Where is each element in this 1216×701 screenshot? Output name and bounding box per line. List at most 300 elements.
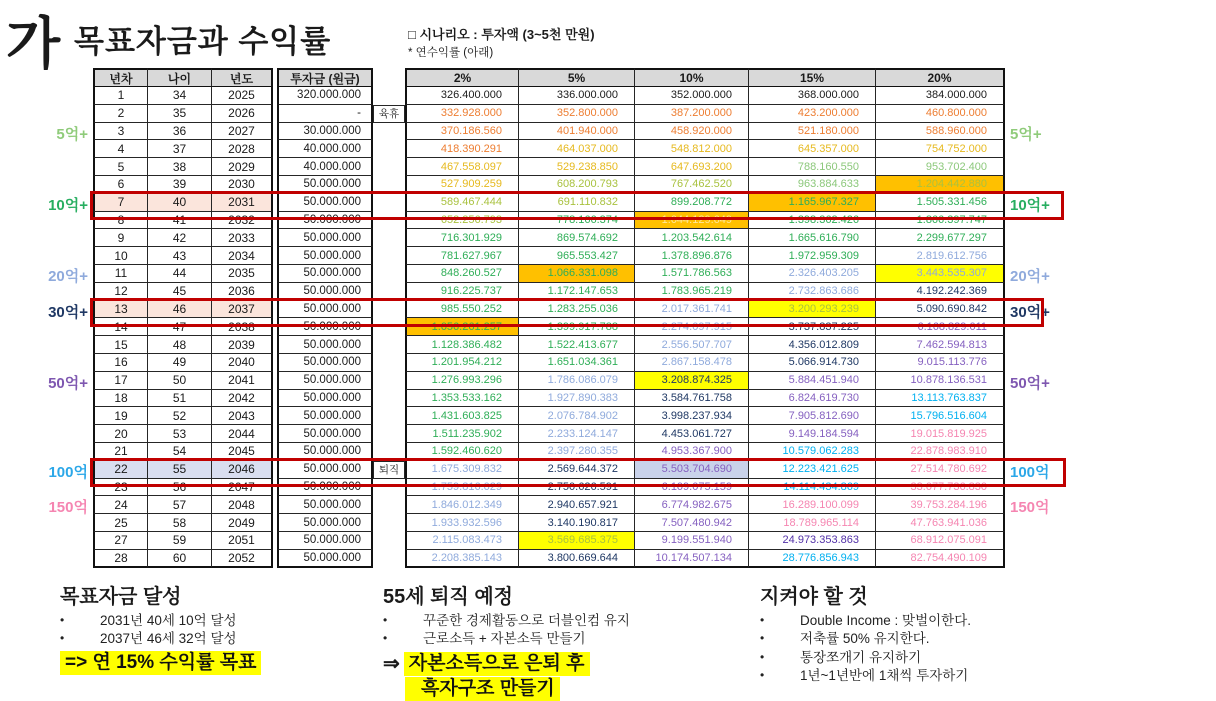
cell-note: 육휴 bbox=[373, 105, 405, 123]
bullet-icon: • bbox=[760, 631, 765, 645]
cell-rate-value: 1.972.959.309 bbox=[749, 247, 876, 265]
cell-rate-value: 899.208.772 bbox=[635, 194, 749, 212]
bullet-icon: • bbox=[760, 668, 765, 682]
cell-rate-value: 418.390.291 bbox=[405, 140, 519, 158]
spacer bbox=[373, 425, 405, 443]
cell-rate-value: 1.846.012.349 bbox=[405, 496, 519, 514]
cell-rate-value: 848.260.527 bbox=[405, 265, 519, 283]
cell-rate-value: 6.109.075.159 bbox=[635, 479, 749, 497]
cell-rate-value: 1.203.542.614 bbox=[635, 229, 749, 247]
cell-rate-value: 1.783.965.219 bbox=[635, 283, 749, 301]
bullet-text: 2031년 40세 10억 달성 bbox=[100, 612, 237, 628]
cell-rate-value: 767.462.520 bbox=[635, 176, 749, 194]
spacer bbox=[373, 407, 405, 425]
table-row bbox=[93, 247, 1005, 265]
spacer bbox=[373, 443, 405, 461]
cell-rate-value: 1.927.890.383 bbox=[519, 390, 635, 408]
retirement-highlight-2: 흑자구조 만들기 bbox=[405, 677, 560, 701]
cell-age: 40 bbox=[148, 194, 212, 212]
cell-rate-value: 916.225.737 bbox=[405, 283, 519, 301]
cell-rate-value: 12.223.421.625 bbox=[749, 461, 876, 479]
cell-rate-value: 1.431.603.825 bbox=[405, 407, 519, 425]
cell-rate-value: 5.090.690.842 bbox=[876, 301, 1005, 319]
cell-rate-value: 13.113.763.837 bbox=[876, 390, 1005, 408]
cell-year: 2025 bbox=[212, 87, 273, 105]
section-rules-heading: 지켜야 할 것 bbox=[760, 586, 868, 608]
cell-year: 2048 bbox=[212, 496, 273, 514]
cell-rate-value: 352.000.000 bbox=[635, 87, 749, 105]
spacer bbox=[373, 532, 405, 550]
cell-yearnum: 16 bbox=[93, 354, 148, 372]
spacer bbox=[373, 372, 405, 390]
cell-rate-value: 3.998.237.934 bbox=[635, 407, 749, 425]
spacer bbox=[373, 140, 405, 158]
header-rate-15%: 15% bbox=[749, 68, 876, 87]
cell-rate-value: 647.693.200 bbox=[635, 158, 749, 176]
cell-rate-value: 589.467.444 bbox=[405, 194, 519, 212]
cell-age: 47 bbox=[148, 318, 212, 336]
side-label-left-10억+: 10억+ bbox=[48, 196, 88, 214]
header-rate-2%: 2% bbox=[405, 68, 519, 87]
retirement-highlight-1: 자본소득으로 은퇴 후 bbox=[404, 652, 590, 676]
spacer bbox=[373, 550, 405, 568]
cell-rate-value: 458.920.000 bbox=[635, 123, 749, 141]
cell-rate-value: 3.584.761.758 bbox=[635, 390, 749, 408]
cell-invest: 50.000.000 bbox=[277, 532, 373, 550]
cell-yearnum: 5 bbox=[93, 158, 148, 176]
cell-yearnum: 28 bbox=[93, 550, 148, 568]
header-n: 년차 bbox=[93, 68, 148, 87]
table-row bbox=[93, 514, 1005, 532]
cell-age: 44 bbox=[148, 265, 212, 283]
cell-year: 2038 bbox=[212, 318, 273, 336]
cell-age: 36 bbox=[148, 123, 212, 141]
cell-rate-value: 39.753.284.196 bbox=[876, 496, 1005, 514]
cell-rate-value: 2.274.097.915 bbox=[635, 318, 749, 336]
list-item bbox=[60, 631, 360, 646]
cell-age: 50 bbox=[148, 372, 212, 390]
cell-rate-value: 2.556.507.707 bbox=[635, 336, 749, 354]
cell-year: 2041 bbox=[212, 372, 273, 390]
retirement-highlight-row-1 bbox=[383, 651, 713, 676]
spacer bbox=[373, 479, 405, 497]
list-item bbox=[760, 668, 1090, 683]
bullet-icon: • bbox=[383, 631, 388, 645]
cell-invest: 50.000.000 bbox=[277, 247, 373, 265]
cell-yearnum: 6 bbox=[93, 176, 148, 194]
bullet-text: 꾸준한 경제활동으로 더블인컴 유지 bbox=[423, 612, 630, 628]
cell-age: 49 bbox=[148, 354, 212, 372]
side-label-right-50억+: 50억+ bbox=[1010, 374, 1050, 392]
bullet-text: 저축률 50% 유지한다. bbox=[800, 631, 930, 646]
cell-rate-value: 778.166.374 bbox=[519, 212, 635, 230]
cell-age: 55 bbox=[148, 461, 212, 479]
cell-rate-value: 401.940.000 bbox=[519, 123, 635, 141]
cell-rate-value: 1.675.309.832 bbox=[405, 461, 519, 479]
cell-yearnum: 7 bbox=[93, 194, 148, 212]
cell-rate-value: 22.878.983.910 bbox=[876, 443, 1005, 461]
cell-yearnum: 23 bbox=[93, 479, 148, 497]
cell-yearnum: 9 bbox=[93, 229, 148, 247]
cell-rate-value: 27.514.780.692 bbox=[876, 461, 1005, 479]
side-label-left-30억+: 30억+ bbox=[48, 303, 88, 321]
table-row bbox=[93, 176, 1005, 194]
cell-rate-value: 5.066.914.730 bbox=[749, 354, 876, 372]
spacer bbox=[373, 212, 405, 230]
bullet-text: 근로소득 + 자본소득 만들기 bbox=[423, 631, 586, 646]
cell-year: 2033 bbox=[212, 229, 273, 247]
list-item bbox=[383, 631, 713, 646]
cell-yearnum: 11 bbox=[93, 265, 148, 283]
cell-rate-value: 4.356.012.809 bbox=[749, 336, 876, 354]
cell-rate-value: 464.037.000 bbox=[519, 140, 635, 158]
cell-year: 2035 bbox=[212, 265, 273, 283]
section-retirement-heading: 55세 퇴직 예정 bbox=[383, 586, 513, 608]
cell-year: 2046 bbox=[212, 461, 273, 479]
cell-rate-value: 1.353.533.162 bbox=[405, 390, 519, 408]
cell-year: 2032 bbox=[212, 212, 273, 230]
cell-rate-value: 423.200.000 bbox=[749, 105, 876, 123]
table-row bbox=[93, 318, 1005, 336]
cell-rate-value: 1.172.147.653 bbox=[519, 283, 635, 301]
bullet-text: 1년~1년반에 1채씩 투자하기 bbox=[800, 668, 969, 683]
spacer bbox=[373, 318, 405, 336]
cell-age: 39 bbox=[148, 176, 212, 194]
cell-year: 2031 bbox=[212, 194, 273, 212]
bullet-icon: • bbox=[60, 631, 65, 645]
cell-rate-value: 1.044.129.649 bbox=[635, 212, 749, 230]
cell-year: 2040 bbox=[212, 354, 273, 372]
page-tag: 가 bbox=[6, 12, 59, 75]
cell-invest: 50.000.000 bbox=[277, 390, 373, 408]
spacer bbox=[373, 176, 405, 194]
cell-rate-value: 3.800.669.644 bbox=[519, 550, 635, 568]
cell-rate-value: 2.115.083.473 bbox=[405, 532, 519, 550]
cell-rate-value: 985.550.252 bbox=[405, 301, 519, 319]
cell-rate-value: 529.238.850 bbox=[519, 158, 635, 176]
cell-rate-value: 467.558.097 bbox=[405, 158, 519, 176]
cell-year: 2036 bbox=[212, 283, 273, 301]
cell-rate-value: 2.940.657.921 bbox=[519, 496, 635, 514]
cell-invest: - bbox=[277, 105, 373, 123]
table-row bbox=[93, 265, 1005, 283]
cell-invest: 50.000.000 bbox=[277, 212, 373, 230]
cell-rate-value: 3.443.535.307 bbox=[876, 265, 1005, 283]
cell-rate-value: 1.933.932.596 bbox=[405, 514, 519, 532]
cell-yearnum: 17 bbox=[93, 372, 148, 390]
spacer bbox=[373, 390, 405, 408]
cell-rate-value: 28.776.856.943 bbox=[749, 550, 876, 568]
goal-highlight-row bbox=[60, 651, 360, 675]
cell-invest: 50.000.000 bbox=[277, 372, 373, 390]
cell-rate-value: 1.128.386.482 bbox=[405, 336, 519, 354]
cell-rate-value: 527.909.259 bbox=[405, 176, 519, 194]
cell-rate-value: 7.462.594.813 bbox=[876, 336, 1005, 354]
cell-rate-value: 1.505.331.456 bbox=[876, 194, 1005, 212]
cell-year: 2045 bbox=[212, 443, 273, 461]
cell-year: 2034 bbox=[212, 247, 273, 265]
cell-invest: 50.000.000 bbox=[277, 443, 373, 461]
cell-rate-value: 4.453.061.727 bbox=[635, 425, 749, 443]
cell-rate-value: 6.168.829.011 bbox=[876, 318, 1005, 336]
section-rules bbox=[760, 580, 1090, 683]
side-label-left-100억: 100억 bbox=[48, 463, 88, 481]
cell-rate-value: 4.953.367.900 bbox=[635, 443, 749, 461]
cell-yearnum: 10 bbox=[93, 247, 148, 265]
cell-age: 35 bbox=[148, 105, 212, 123]
bullet-text: 통장쪼개기 유지하기 bbox=[800, 649, 922, 665]
spacer bbox=[373, 68, 405, 87]
spacer bbox=[373, 514, 405, 532]
cell-rate-value: 521.180.000 bbox=[749, 123, 876, 141]
cell-rate-value: 1.398.362.426 bbox=[749, 212, 876, 230]
cell-yearnum: 20 bbox=[93, 425, 148, 443]
cell-rate-value: 781.627.967 bbox=[405, 247, 519, 265]
cell-note: 퇴직 bbox=[373, 461, 405, 479]
cell-yearnum: 18 bbox=[93, 390, 148, 408]
header-rate-5%: 5% bbox=[519, 68, 635, 87]
cell-invest: 50.000.000 bbox=[277, 301, 373, 319]
list-item bbox=[760, 650, 1090, 665]
side-label-right-30억+: 30억+ bbox=[1010, 303, 1050, 321]
cell-rate-value: 1.201.954.212 bbox=[405, 354, 519, 372]
cell-rate-value: 965.553.427 bbox=[519, 247, 635, 265]
spacer bbox=[373, 265, 405, 283]
cell-rate-value: 6.774.982.675 bbox=[635, 496, 749, 514]
cell-age: 45 bbox=[148, 283, 212, 301]
cell-age: 54 bbox=[148, 443, 212, 461]
table-row bbox=[93, 461, 1005, 479]
table-row bbox=[93, 532, 1005, 550]
cell-invest: 50.000.000 bbox=[277, 425, 373, 443]
cell-rate-value: 2.750.626.591 bbox=[519, 479, 635, 497]
cell-invest: 50.000.000 bbox=[277, 479, 373, 497]
table-row bbox=[93, 336, 1005, 354]
cell-rate-value: 2.326.403.205 bbox=[749, 265, 876, 283]
spacer bbox=[373, 229, 405, 247]
cell-rate-value: 1.665.616.790 bbox=[749, 229, 876, 247]
spacer bbox=[373, 496, 405, 514]
section-goal-heading: 목표자금 달성 bbox=[60, 586, 182, 608]
cell-invest: 50.000.000 bbox=[277, 229, 373, 247]
table-row bbox=[93, 443, 1005, 461]
cell-rate-value: 2.819.612.756 bbox=[876, 247, 1005, 265]
cell-rate-value: 1.592.460.620 bbox=[405, 443, 519, 461]
cell-age: 58 bbox=[148, 514, 212, 532]
cell-rate-value: 368.000.000 bbox=[749, 87, 876, 105]
cell-age: 37 bbox=[148, 140, 212, 158]
cell-rate-value: 2.233.124.147 bbox=[519, 425, 635, 443]
projection-table bbox=[93, 68, 1005, 568]
cell-rate-value: 10.174.507.134 bbox=[635, 550, 749, 568]
cell-rate-value: 19.015.819.925 bbox=[876, 425, 1005, 443]
header-rate-10%: 10% bbox=[635, 68, 749, 87]
cell-rate-value: 352.800.000 bbox=[519, 105, 635, 123]
cell-age: 60 bbox=[148, 550, 212, 568]
table-row bbox=[93, 212, 1005, 230]
cell-rate-value: 788.160.550 bbox=[749, 158, 876, 176]
table-row bbox=[93, 105, 1005, 123]
header-rate-20%: 20% bbox=[876, 68, 1005, 87]
list-item bbox=[760, 631, 1090, 646]
cell-yearnum: 19 bbox=[93, 407, 148, 425]
cell-rate-value: 2.208.385.143 bbox=[405, 550, 519, 568]
spacer bbox=[373, 87, 405, 105]
cell-age: 34 bbox=[148, 87, 212, 105]
cell-age: 53 bbox=[148, 425, 212, 443]
cell-year: 2043 bbox=[212, 407, 273, 425]
cell-rate-value: 2.867.158.478 bbox=[635, 354, 749, 372]
spacer bbox=[373, 247, 405, 265]
side-label-right-150억: 150억 bbox=[1010, 499, 1050, 517]
table-row bbox=[93, 496, 1005, 514]
spacer bbox=[373, 301, 405, 319]
bullet-icon: • bbox=[60, 612, 65, 627]
cell-invest: 50.000.000 bbox=[277, 265, 373, 283]
bullet-text: Double Income : 맞벌이한다. bbox=[800, 612, 972, 628]
table-row bbox=[93, 550, 1005, 568]
cell-rate-value: 1.759.816.029 bbox=[405, 479, 519, 497]
cell-invest: 50.000.000 bbox=[277, 354, 373, 372]
cell-yearnum: 1 bbox=[93, 87, 148, 105]
section-goal bbox=[60, 580, 360, 675]
side-label-right-5억+: 5억+ bbox=[1010, 125, 1042, 143]
cell-age: 59 bbox=[148, 532, 212, 550]
cell-rate-value: 1.866.397.747 bbox=[876, 212, 1005, 230]
cell-year: 2026 bbox=[212, 105, 273, 123]
bullet-icon: • bbox=[383, 612, 388, 627]
table-row bbox=[93, 425, 1005, 443]
cell-yearnum: 15 bbox=[93, 336, 148, 354]
cell-rate-value: 588.960.000 bbox=[876, 123, 1005, 141]
cell-age: 38 bbox=[148, 158, 212, 176]
bullet-icon: • bbox=[760, 649, 765, 664]
table-row bbox=[93, 123, 1005, 141]
side-label-right-20억+: 20억+ bbox=[1010, 267, 1050, 285]
scenario-line-2: * 연수익률 (아래) bbox=[408, 47, 494, 59]
cell-yearnum: 2 bbox=[93, 105, 148, 123]
cell-rate-value: 384.000.000 bbox=[876, 87, 1005, 105]
cell-age: 41 bbox=[148, 212, 212, 230]
spacer bbox=[373, 283, 405, 301]
cell-year: 2049 bbox=[212, 514, 273, 532]
table-row bbox=[93, 87, 1005, 105]
scenario-line-1: □ 시나리오 : 투자액 (3~5천 만원) bbox=[408, 27, 595, 42]
cell-invest: 50.000.000 bbox=[277, 336, 373, 354]
cell-rate-value: 645.357.000 bbox=[749, 140, 876, 158]
cell-rate-value: 10.579.062.283 bbox=[749, 443, 876, 461]
cell-rate-value: 2.017.361.741 bbox=[635, 301, 749, 319]
cell-rate-value: 754.752.000 bbox=[876, 140, 1005, 158]
cell-yearnum: 3 bbox=[93, 123, 148, 141]
cell-age: 46 bbox=[148, 301, 212, 319]
cell-invest: 320.000.000 bbox=[277, 87, 373, 105]
cell-rate-value: 336.000.000 bbox=[519, 87, 635, 105]
cell-age: 43 bbox=[148, 247, 212, 265]
cell-rate-value: 3.208.874.325 bbox=[635, 372, 749, 390]
cell-age: 56 bbox=[148, 479, 212, 497]
cell-invest: 40.000.000 bbox=[277, 158, 373, 176]
cell-rate-value: 963.884.633 bbox=[749, 176, 876, 194]
cell-rate-value: 1.066.331.098 bbox=[519, 265, 635, 283]
cell-yearnum: 21 bbox=[93, 443, 148, 461]
cell-rate-value: 1.571.786.563 bbox=[635, 265, 749, 283]
side-label-left-50억+: 50억+ bbox=[48, 374, 88, 392]
cell-rate-value: 10.878.136.531 bbox=[876, 372, 1005, 390]
cell-rate-value: 2.299.677.297 bbox=[876, 229, 1005, 247]
cell-rate-value: 3.140.190.817 bbox=[519, 514, 635, 532]
table-row bbox=[93, 301, 1005, 319]
cell-rate-value: 2.076.784.902 bbox=[519, 407, 635, 425]
goal-highlight: => 연 15% 수익률 목표 bbox=[60, 651, 261, 675]
cell-rate-value: 7.507.480.942 bbox=[635, 514, 749, 532]
cell-rate-value: 1.651.034.361 bbox=[519, 354, 635, 372]
cell-rate-value: 5.503.704.690 bbox=[635, 461, 749, 479]
cell-yearnum: 8 bbox=[93, 212, 148, 230]
cell-rate-value: 24.973.353.863 bbox=[749, 532, 876, 550]
cell-rate-value: 869.574.692 bbox=[519, 229, 635, 247]
cell-rate-value: 608.200.793 bbox=[519, 176, 635, 194]
spacer bbox=[373, 158, 405, 176]
list-item bbox=[760, 613, 1090, 628]
cell-rate-value: 548.812.000 bbox=[635, 140, 749, 158]
cell-rate-value: 3.200.293.239 bbox=[749, 301, 876, 319]
cell-rate-value: 332.928.000 bbox=[405, 105, 519, 123]
cell-year: 2028 bbox=[212, 140, 273, 158]
side-label-right-10억+: 10억+ bbox=[1010, 196, 1050, 214]
table-row bbox=[93, 229, 1005, 247]
side-label-right-100억: 100억 bbox=[1010, 463, 1050, 481]
cell-invest: 30.000.000 bbox=[277, 123, 373, 141]
table-row bbox=[93, 158, 1005, 176]
table-row bbox=[93, 194, 1005, 212]
cell-year: 2052 bbox=[212, 550, 273, 568]
cell-rate-value: 7.905.812.690 bbox=[749, 407, 876, 425]
table-row bbox=[93, 390, 1005, 408]
cell-age: 51 bbox=[148, 390, 212, 408]
cell-rate-value: 716.301.929 bbox=[405, 229, 519, 247]
section-retirement bbox=[383, 580, 713, 701]
cell-year: 2027 bbox=[212, 123, 273, 141]
cell-rate-value: 1.204.442.880 bbox=[876, 176, 1005, 194]
arrow-icon: ⇒ bbox=[383, 653, 400, 675]
cell-year: 2030 bbox=[212, 176, 273, 194]
cell-rate-value: 2.732.863.686 bbox=[749, 283, 876, 301]
cell-rate-value: 2.397.280.355 bbox=[519, 443, 635, 461]
table-row bbox=[93, 283, 1005, 301]
cell-rate-value: 1.378.896.876 bbox=[635, 247, 749, 265]
cell-year: 2047 bbox=[212, 479, 273, 497]
cell-invest: 50.000.000 bbox=[277, 514, 373, 532]
list-item bbox=[60, 613, 360, 628]
cell-rate-value: 1.276.993.296 bbox=[405, 372, 519, 390]
cell-rate-value: 1.056.261.257 bbox=[405, 318, 519, 336]
cell-yearnum: 27 bbox=[93, 532, 148, 550]
cell-rate-value: 953.702.400 bbox=[876, 158, 1005, 176]
spacer bbox=[373, 336, 405, 354]
cell-rate-value: 9.015.113.776 bbox=[876, 354, 1005, 372]
table-row bbox=[93, 354, 1005, 372]
cell-invest: 50.000.000 bbox=[277, 194, 373, 212]
cell-rate-value: 5.884.451.940 bbox=[749, 372, 876, 390]
cell-yearnum: 22 bbox=[93, 461, 148, 479]
cell-rate-value: 1.283.255.036 bbox=[519, 301, 635, 319]
header-year: 년도 bbox=[212, 68, 273, 87]
side-label-left-150억: 150억 bbox=[48, 499, 88, 517]
cell-invest: 50.000.000 bbox=[277, 318, 373, 336]
cell-rate-value: 3.569.685.375 bbox=[519, 532, 635, 550]
cell-year: 2051 bbox=[212, 532, 273, 550]
